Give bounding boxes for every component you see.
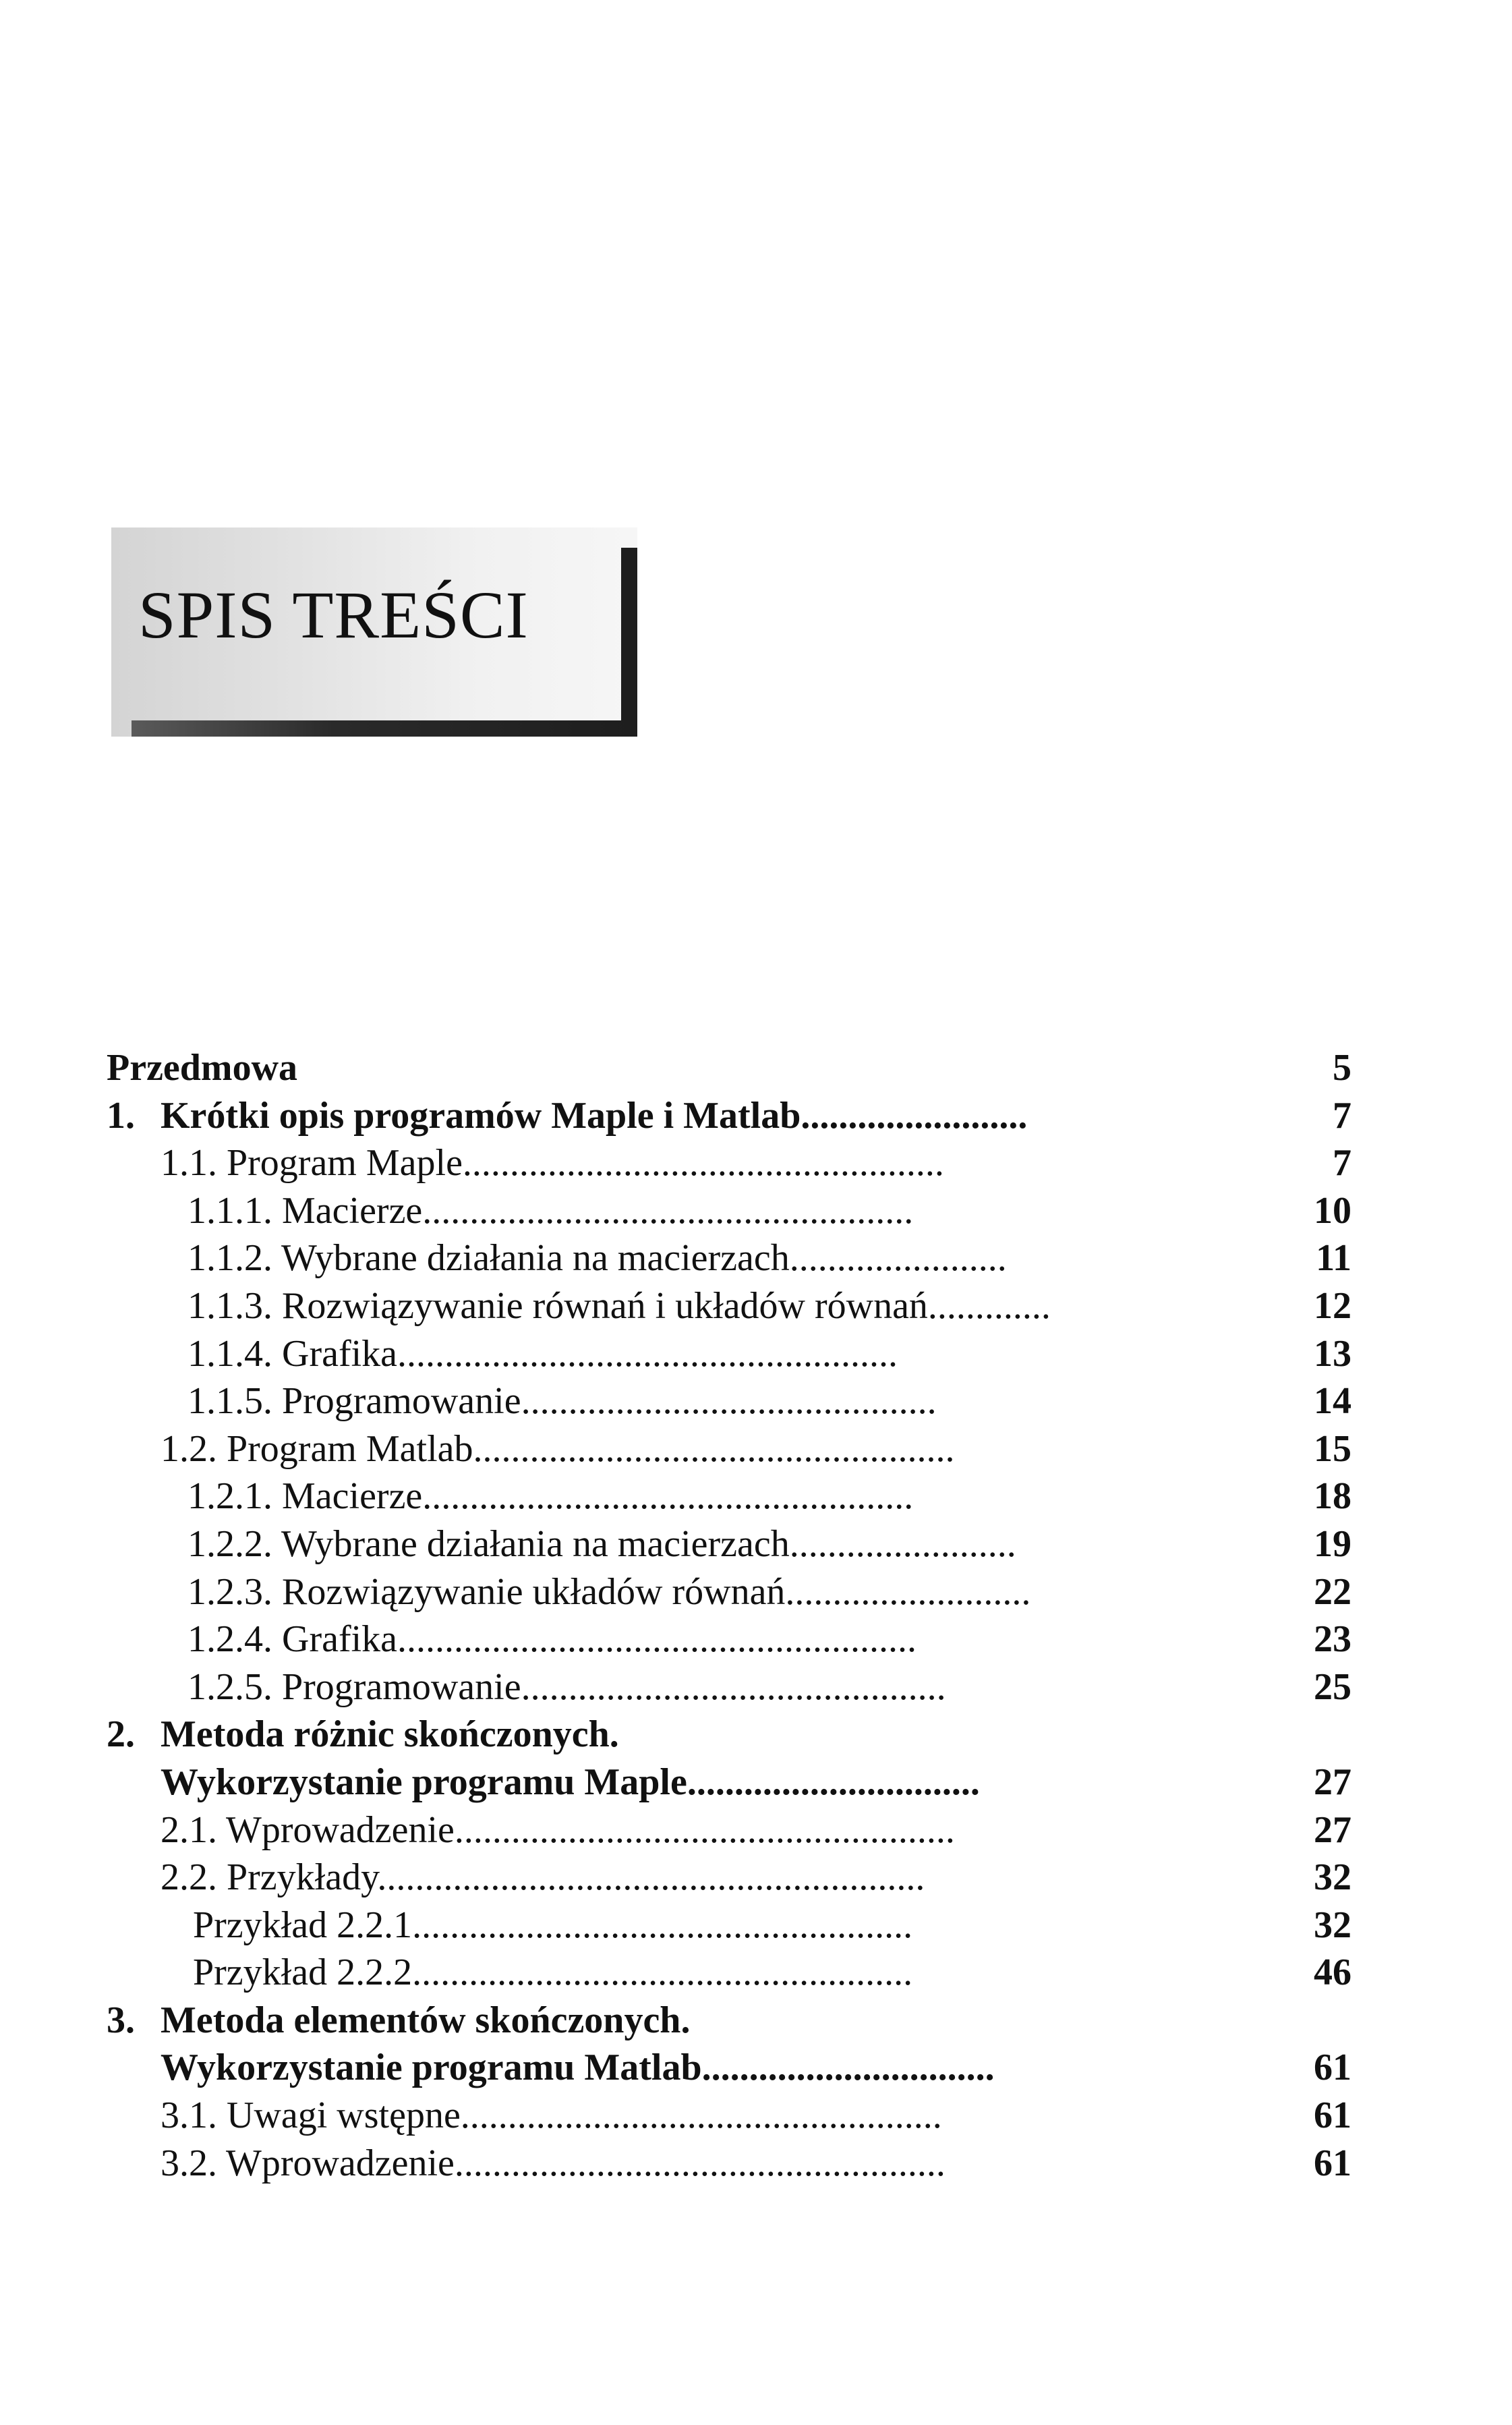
toc-entry-example-2-2-1 <box>107 1902 1351 1949</box>
toc-entry-chapter-2 <box>107 1711 1351 1759</box>
toc-entry-1-2-5 <box>107 1663 1351 1711</box>
toc-entry-3-2 <box>107 2140 1351 2188</box>
toc-entry-1-2-1 <box>107 1473 1351 1520</box>
toc-entry-1-1-5 <box>107 1377 1351 1425</box>
toc-entry-page: 10 <box>1314 1189 1351 1232</box>
toc-entry-label: Przykład 2.2.1..................................................... <box>193 1904 913 1946</box>
toc-entry-number: 1. <box>107 1094 135 1137</box>
toc-entry-label: 1.1.3. Rozwiązywanie równań i układów równań............. <box>187 1284 1051 1327</box>
toc-entry-label: Wykorzystanie programu Matlab............................... <box>161 2047 995 2089</box>
toc-entry-label: 1.1.2. Wybrane działania na macierzach....................... <box>187 1237 1007 1280</box>
toc-entry-page: 19 <box>1314 1522 1351 1565</box>
toc-entry-label: 1.1.1. Macierze.................................................... <box>187 1189 914 1232</box>
toc-entry-label: 1.2.5. Programowanie............................................. <box>187 1665 946 1708</box>
toc-entry-label: 2.1. Wprowadzenie..................................................... <box>161 1808 955 1851</box>
toc-entry-label: Metoda elementów skończonych. <box>161 1999 691 2041</box>
toc-entry-1-1-4 <box>107 1330 1351 1378</box>
page-title: SPIS TREŚCI <box>138 577 529 652</box>
toc-entry-page: 15 <box>1314 1427 1351 1470</box>
toc-entry-page: 27 <box>1314 1761 1351 1803</box>
toc-entry-2-2 <box>107 1854 1351 1902</box>
toc-entry-label: Metoda różnic skończonych. <box>161 1713 619 1756</box>
toc-entry-page: 27 <box>1314 1808 1351 1851</box>
toc-entry-label: Krótki opis programów Maple i Matlab........................ <box>161 1094 1028 1137</box>
toc-entry-page: 23 <box>1314 1618 1351 1661</box>
toc-entry-page: 5 <box>1333 1047 1351 1089</box>
toc-entry-1-2-4 <box>107 1616 1351 1663</box>
toc-entry-1-2-2 <box>107 1520 1351 1568</box>
title-box-shadow-right <box>621 548 637 737</box>
toc-entry-label: 1.1.4. Grafika..................................................... <box>187 1332 898 1375</box>
toc-entry-example-2-2-2 <box>107 1949 1351 1997</box>
toc-entry-1-1-3 <box>107 1282 1351 1330</box>
toc-entry-1-1 <box>107 1139 1351 1187</box>
toc-entry-chapter-3-subtitle <box>107 2044 1351 2092</box>
table-of-contents <box>107 1044 1351 2187</box>
toc-entry-page: 22 <box>1314 1570 1351 1613</box>
toc-entry-label: 1.2.4. Grafika....................................................... <box>187 1618 917 1661</box>
toc-entry-label: 1.1. Program Maple................................................... <box>161 1142 944 1185</box>
toc-entry-label: 1.2.3. Rozwiązywanie układów równań.......................... <box>187 1570 1031 1613</box>
title-box-shadow-bottom <box>132 720 637 737</box>
toc-entry-label: 1.2.2. Wybrane działania na macierzach........................ <box>187 1522 1016 1565</box>
toc-entry-page: 12 <box>1314 1284 1351 1327</box>
toc-entry-number: 3. <box>107 1999 135 2041</box>
toc-entry-label: 1.2. Program Matlab................................................... <box>161 1427 955 1470</box>
toc-entry-page: 46 <box>1314 1951 1351 1994</box>
toc-entry-label: Przykład 2.2.2..................................................... <box>193 1951 913 1994</box>
toc-entry-page: 61 <box>1314 2094 1351 2137</box>
toc-entry-preface <box>107 1044 1351 1092</box>
toc-entry-chapter-1 <box>107 1092 1351 1140</box>
toc-entry-label: 1.2.1. Macierze.................................................... <box>187 1475 914 1518</box>
toc-entry-chapter-3 <box>107 1997 1351 2045</box>
toc-entry-page: 14 <box>1314 1380 1351 1423</box>
toc-entry-label: 1.1.5. Programowanie............................................ <box>187 1380 937 1423</box>
toc-entry-page: 13 <box>1314 1332 1351 1375</box>
toc-entry-page: 25 <box>1314 1665 1351 1708</box>
toc-entry-page: 61 <box>1314 2142 1351 2184</box>
toc-entry-page: 32 <box>1314 1904 1351 1946</box>
toc-entry-3-1 <box>107 2092 1351 2140</box>
toc-entry-label: 2.2. Przykłady.......................................................... <box>161 1856 925 1899</box>
toc-entry-page: 7 <box>1333 1094 1351 1137</box>
toc-entry-page: 7 <box>1333 1142 1351 1185</box>
toc-entry-label: 3.2. Wprowadzenie.................................................... <box>161 2142 946 2184</box>
toc-entry-2-1 <box>107 1806 1351 1854</box>
toc-entry-label: Przedmowa <box>107 1047 298 1089</box>
toc-entry-page: 61 <box>1314 2047 1351 2089</box>
toc-entry-number: 2. <box>107 1713 135 1756</box>
toc-entry-chapter-2-subtitle <box>107 1759 1351 1806</box>
title-box <box>111 527 637 737</box>
toc-entry-label: 3.1. Uwagi wstępne................................................... <box>161 2094 942 2137</box>
toc-entry-page: 32 <box>1314 1856 1351 1899</box>
toc-entry-label: Wykorzystanie programu Maple............................... <box>161 1761 980 1803</box>
toc-entry-1-1-2 <box>107 1234 1351 1282</box>
toc-entry-page: 18 <box>1314 1475 1351 1518</box>
toc-entry-1-2 <box>107 1425 1351 1473</box>
toc-entry-page: 11 <box>1316 1237 1351 1280</box>
toc-entry-1-1-1 <box>107 1187 1351 1235</box>
toc-entry-1-2-3 <box>107 1568 1351 1616</box>
